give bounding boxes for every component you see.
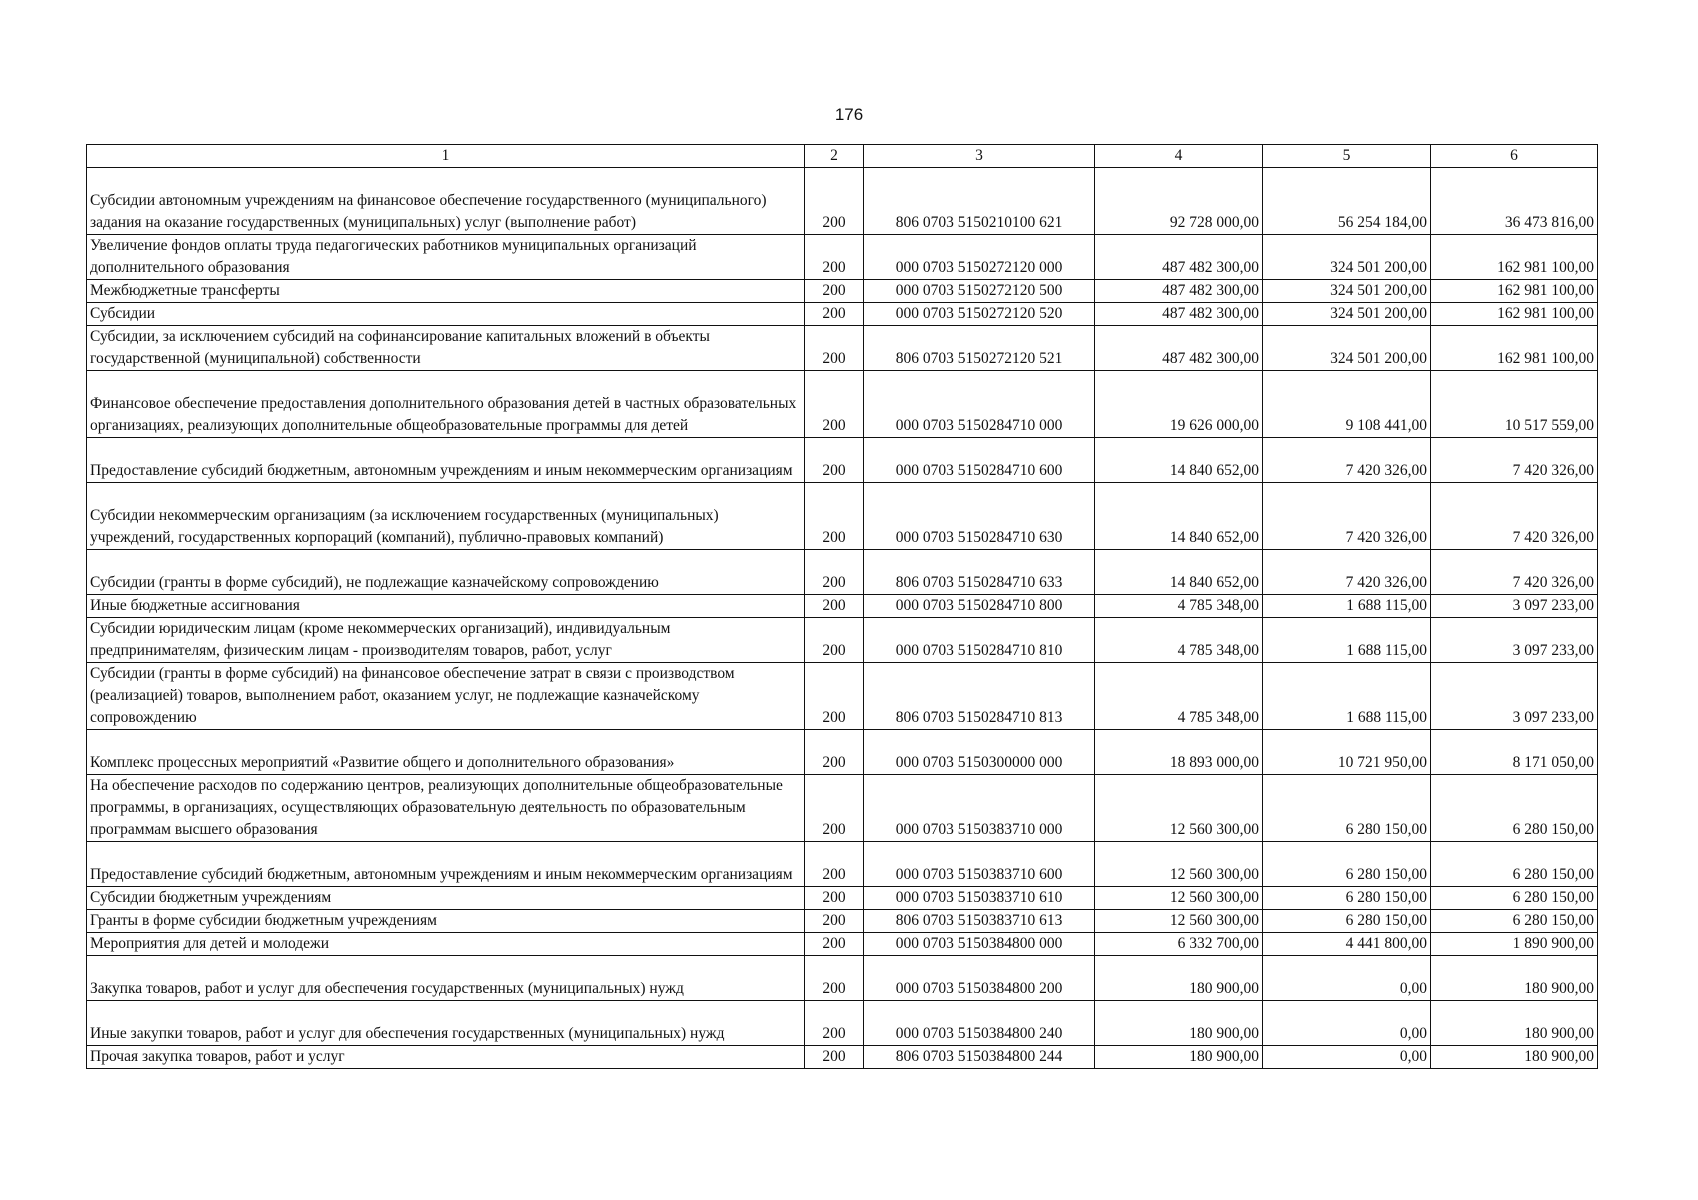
row-admin-code: 200 bbox=[805, 438, 864, 483]
row-unexecuted-amount: 1 890 900,00 bbox=[1431, 933, 1598, 956]
row-name: Субсидии (гранты в форме субсидий), не подлежащие казначейскому сопровождению bbox=[87, 550, 805, 595]
row-admin-code: 200 bbox=[805, 371, 864, 438]
row-unexecuted-amount: 10 517 559,00 bbox=[1431, 371, 1598, 438]
table-row bbox=[87, 303, 1598, 326]
table-row bbox=[87, 663, 1598, 730]
row-admin-code: 200 bbox=[805, 1046, 864, 1069]
row-unexecuted-amount: 7 420 326,00 bbox=[1431, 550, 1598, 595]
row-name: Иные бюджетные ассигнования bbox=[87, 595, 805, 618]
page-number: 176 bbox=[834, 105, 864, 124]
row-name: Предоставление субсидий бюджетным, автономным учреждениям и иным некоммерческим организациям bbox=[87, 842, 805, 887]
row-approved-amount: 180 900,00 bbox=[1095, 1046, 1263, 1069]
row-admin-code: 200 bbox=[805, 730, 864, 775]
row-admin-code: 200 bbox=[805, 550, 864, 595]
row-executed-amount: 1 688 115,00 bbox=[1263, 618, 1431, 663]
row-approved-amount: 14 840 652,00 bbox=[1095, 483, 1263, 550]
row-budget-code: 806 0703 5150284710 813 bbox=[864, 663, 1095, 730]
header-col-5: 5 bbox=[1263, 145, 1431, 168]
row-admin-code: 200 bbox=[805, 887, 864, 910]
row-admin-code: 200 bbox=[805, 235, 864, 280]
row-admin-code: 200 bbox=[805, 910, 864, 933]
row-approved-amount: 12 560 300,00 bbox=[1095, 775, 1263, 842]
table-row bbox=[87, 956, 1598, 1001]
row-name: Иные закупки товаров, работ и услуг для обеспечения государственных (муниципальных) нужд bbox=[87, 1001, 805, 1046]
row-unexecuted-amount: 6 280 150,00 bbox=[1431, 910, 1598, 933]
row-approved-amount: 6 332 700,00 bbox=[1095, 933, 1263, 956]
row-executed-amount: 324 501 200,00 bbox=[1263, 326, 1431, 371]
row-admin-code: 200 bbox=[805, 1001, 864, 1046]
row-unexecuted-amount: 3 097 233,00 bbox=[1431, 595, 1598, 618]
table-row bbox=[87, 1001, 1598, 1046]
row-name: На обеспечение расходов по содержанию центров, реализующих дополнительные общеобразовательные программы, в организациях, осуществляющих образовательную деятельность по образовательным программам высшего образования bbox=[87, 775, 805, 842]
header-row bbox=[87, 145, 1598, 168]
row-executed-amount: 324 501 200,00 bbox=[1263, 280, 1431, 303]
row-name: Комплекс процессных мероприятий «Развитие общего и дополнительного образования» bbox=[87, 730, 805, 775]
row-executed-amount: 6 280 150,00 bbox=[1263, 775, 1431, 842]
table-body bbox=[87, 168, 1598, 1069]
row-budget-code: 000 0703 5150383710 000 bbox=[864, 775, 1095, 842]
row-budget-code: 000 0703 5150272120 500 bbox=[864, 280, 1095, 303]
row-unexecuted-amount: 3 097 233,00 bbox=[1431, 663, 1598, 730]
row-admin-code: 200 bbox=[805, 842, 864, 887]
table-row bbox=[87, 618, 1598, 663]
table-row bbox=[87, 595, 1598, 618]
row-unexecuted-amount: 7 420 326,00 bbox=[1431, 438, 1598, 483]
row-name: Предоставление субсидий бюджетным, автономным учреждениям и иным некоммерческим организациям bbox=[87, 438, 805, 483]
row-unexecuted-amount: 3 097 233,00 bbox=[1431, 618, 1598, 663]
row-budget-code: 000 0703 5150384800 000 bbox=[864, 933, 1095, 956]
table-row bbox=[87, 280, 1598, 303]
row-admin-code: 200 bbox=[805, 168, 864, 235]
row-admin-code: 200 bbox=[805, 280, 864, 303]
row-approved-amount: 487 482 300,00 bbox=[1095, 303, 1263, 326]
row-executed-amount: 1 688 115,00 bbox=[1263, 663, 1431, 730]
row-approved-amount: 12 560 300,00 bbox=[1095, 887, 1263, 910]
row-admin-code: 200 bbox=[805, 303, 864, 326]
row-budget-code: 000 0703 5150284710 630 bbox=[864, 483, 1095, 550]
row-name: Увеличение фондов оплаты труда педагогических работников муниципальных организаций дополнительного образования bbox=[87, 235, 805, 280]
row-unexecuted-amount: 6 280 150,00 bbox=[1431, 775, 1598, 842]
row-name: Субсидии бюджетным учреждениям bbox=[87, 887, 805, 910]
row-budget-code: 000 0703 5150272120 520 bbox=[864, 303, 1095, 326]
row-budget-code: 000 0703 5150383710 610 bbox=[864, 887, 1095, 910]
row-unexecuted-amount: 162 981 100,00 bbox=[1431, 235, 1598, 280]
row-executed-amount: 7 420 326,00 bbox=[1263, 438, 1431, 483]
row-approved-amount: 487 482 300,00 bbox=[1095, 280, 1263, 303]
row-approved-amount: 487 482 300,00 bbox=[1095, 326, 1263, 371]
row-name: Субсидии автономным учреждениям на финансовое обеспечение государственного (муниципального) задания на оказание государственных (муниципальных) услуг (выполнение работ) bbox=[87, 168, 805, 235]
row-unexecuted-amount: 180 900,00 bbox=[1431, 1046, 1598, 1069]
row-unexecuted-amount: 180 900,00 bbox=[1431, 956, 1598, 1001]
row-executed-amount: 9 108 441,00 bbox=[1263, 371, 1431, 438]
row-approved-amount: 180 900,00 bbox=[1095, 956, 1263, 1001]
row-budget-code: 806 0703 5150210100 621 bbox=[864, 168, 1095, 235]
row-admin-code: 200 bbox=[805, 933, 864, 956]
row-unexecuted-amount: 162 981 100,00 bbox=[1431, 303, 1598, 326]
row-executed-amount: 7 420 326,00 bbox=[1263, 550, 1431, 595]
row-unexecuted-amount: 162 981 100,00 bbox=[1431, 280, 1598, 303]
table-row bbox=[87, 326, 1598, 371]
row-unexecuted-amount: 162 981 100,00 bbox=[1431, 326, 1598, 371]
row-approved-amount: 12 560 300,00 bbox=[1095, 910, 1263, 933]
row-admin-code: 200 bbox=[805, 326, 864, 371]
row-approved-amount: 487 482 300,00 bbox=[1095, 235, 1263, 280]
row-executed-amount: 324 501 200,00 bbox=[1263, 303, 1431, 326]
row-budget-code: 000 0703 5150284710 600 bbox=[864, 438, 1095, 483]
row-approved-amount: 14 840 652,00 bbox=[1095, 438, 1263, 483]
row-executed-amount: 6 280 150,00 bbox=[1263, 887, 1431, 910]
row-budget-code: 000 0703 5150384800 200 bbox=[864, 956, 1095, 1001]
header-col-1: 1 bbox=[87, 145, 805, 168]
row-executed-amount: 6 280 150,00 bbox=[1263, 910, 1431, 933]
row-budget-code: 806 0703 5150383710 613 bbox=[864, 910, 1095, 933]
table-row bbox=[87, 235, 1598, 280]
row-name: Субсидии юридическим лицам (кроме некоммерческих организаций), индивидуальным предпринимателям, физическим лицам - производителям товаров, работ, услуг bbox=[87, 618, 805, 663]
table-row bbox=[87, 842, 1598, 887]
table-row bbox=[87, 775, 1598, 842]
row-budget-code: 000 0703 5150300000 000 bbox=[864, 730, 1095, 775]
row-name: Субсидии (гранты в форме субсидий) на финансовое обеспечение затрат в связи с производством (реализацией) товаров, выполнением работ, оказанием услуг, не подлежащие казначейскому сопровождению bbox=[87, 663, 805, 730]
row-approved-amount: 92 728 000,00 bbox=[1095, 168, 1263, 235]
row-name: Гранты в форме субсидии бюджетным учреждениям bbox=[87, 910, 805, 933]
row-approved-amount: 4 785 348,00 bbox=[1095, 618, 1263, 663]
row-budget-code: 806 0703 5150272120 521 bbox=[864, 326, 1095, 371]
row-executed-amount: 1 688 115,00 bbox=[1263, 595, 1431, 618]
row-budget-code: 000 0703 5150284710 810 bbox=[864, 618, 1095, 663]
budget-table bbox=[86, 144, 1598, 1069]
table-row bbox=[87, 438, 1598, 483]
row-unexecuted-amount: 7 420 326,00 bbox=[1431, 483, 1598, 550]
table-row bbox=[87, 550, 1598, 595]
row-budget-code: 806 0703 5150284710 633 bbox=[864, 550, 1095, 595]
row-approved-amount: 180 900,00 bbox=[1095, 1001, 1263, 1046]
row-budget-code: 000 0703 5150284710 800 bbox=[864, 595, 1095, 618]
row-executed-amount: 10 721 950,00 bbox=[1263, 730, 1431, 775]
row-budget-code: 000 0703 5150383710 600 bbox=[864, 842, 1095, 887]
table-row bbox=[87, 483, 1598, 550]
row-approved-amount: 12 560 300,00 bbox=[1095, 842, 1263, 887]
row-approved-amount: 18 893 000,00 bbox=[1095, 730, 1263, 775]
row-executed-amount: 56 254 184,00 bbox=[1263, 168, 1431, 235]
table-row bbox=[87, 371, 1598, 438]
row-unexecuted-amount: 6 280 150,00 bbox=[1431, 842, 1598, 887]
row-name: Субсидии bbox=[87, 303, 805, 326]
row-executed-amount: 4 441 800,00 bbox=[1263, 933, 1431, 956]
header-col-3: 3 bbox=[864, 145, 1095, 168]
row-name: Субсидии, за исключением субсидий на софинансирование капитальных вложений в объекты государственной (муниципальной) собственности bbox=[87, 326, 805, 371]
row-executed-amount: 7 420 326,00 bbox=[1263, 483, 1431, 550]
table-row bbox=[87, 887, 1598, 910]
row-budget-code: 000 0703 5150384800 240 bbox=[864, 1001, 1095, 1046]
row-name: Прочая закупка товаров, работ и услуг bbox=[87, 1046, 805, 1069]
row-approved-amount: 19 626 000,00 bbox=[1095, 371, 1263, 438]
row-name: Финансовое обеспечение предоставления дополнительного образования детей в частных образовательных организациях, реализующих дополнительные общеобразовательные программы для детей bbox=[87, 371, 805, 438]
row-admin-code: 200 bbox=[805, 775, 864, 842]
row-admin-code: 200 bbox=[805, 483, 864, 550]
row-budget-code: 000 0703 5150284710 000 bbox=[864, 371, 1095, 438]
row-executed-amount: 0,00 bbox=[1263, 1046, 1431, 1069]
table-row bbox=[87, 168, 1598, 235]
table-row bbox=[87, 933, 1598, 956]
row-name: Субсидии некоммерческим организациям (за исключением государственных (муниципальных) учреждений, государственных корпораций (компаний), публично-правовых компаний) bbox=[87, 483, 805, 550]
row-admin-code: 200 bbox=[805, 595, 864, 618]
row-unexecuted-amount: 180 900,00 bbox=[1431, 1001, 1598, 1046]
table-row bbox=[87, 1046, 1598, 1069]
row-executed-amount: 324 501 200,00 bbox=[1263, 235, 1431, 280]
row-executed-amount: 6 280 150,00 bbox=[1263, 842, 1431, 887]
header-col-6: 6 bbox=[1431, 145, 1598, 168]
row-executed-amount: 0,00 bbox=[1263, 956, 1431, 1001]
row-admin-code: 200 bbox=[805, 618, 864, 663]
table-row bbox=[87, 910, 1598, 933]
row-name: Закупка товаров, работ и услуг для обеспечения государственных (муниципальных) нужд bbox=[87, 956, 805, 1001]
row-admin-code: 200 bbox=[805, 663, 864, 730]
row-admin-code: 200 bbox=[805, 956, 864, 1001]
row-unexecuted-amount: 6 280 150,00 bbox=[1431, 887, 1598, 910]
row-budget-code: 806 0703 5150384800 244 bbox=[864, 1046, 1095, 1069]
row-approved-amount: 4 785 348,00 bbox=[1095, 663, 1263, 730]
row-approved-amount: 4 785 348,00 bbox=[1095, 595, 1263, 618]
row-budget-code: 000 0703 5150272120 000 bbox=[864, 235, 1095, 280]
row-approved-amount: 14 840 652,00 bbox=[1095, 550, 1263, 595]
row-unexecuted-amount: 36 473 816,00 bbox=[1431, 168, 1598, 235]
header-col-2: 2 bbox=[805, 145, 864, 168]
row-name: Мероприятия для детей и молодежи bbox=[87, 933, 805, 956]
row-unexecuted-amount: 8 171 050,00 bbox=[1431, 730, 1598, 775]
row-executed-amount: 0,00 bbox=[1263, 1001, 1431, 1046]
table-row bbox=[87, 730, 1598, 775]
header-col-4: 4 bbox=[1095, 145, 1263, 168]
row-name: Межбюджетные трансферты bbox=[87, 280, 805, 303]
